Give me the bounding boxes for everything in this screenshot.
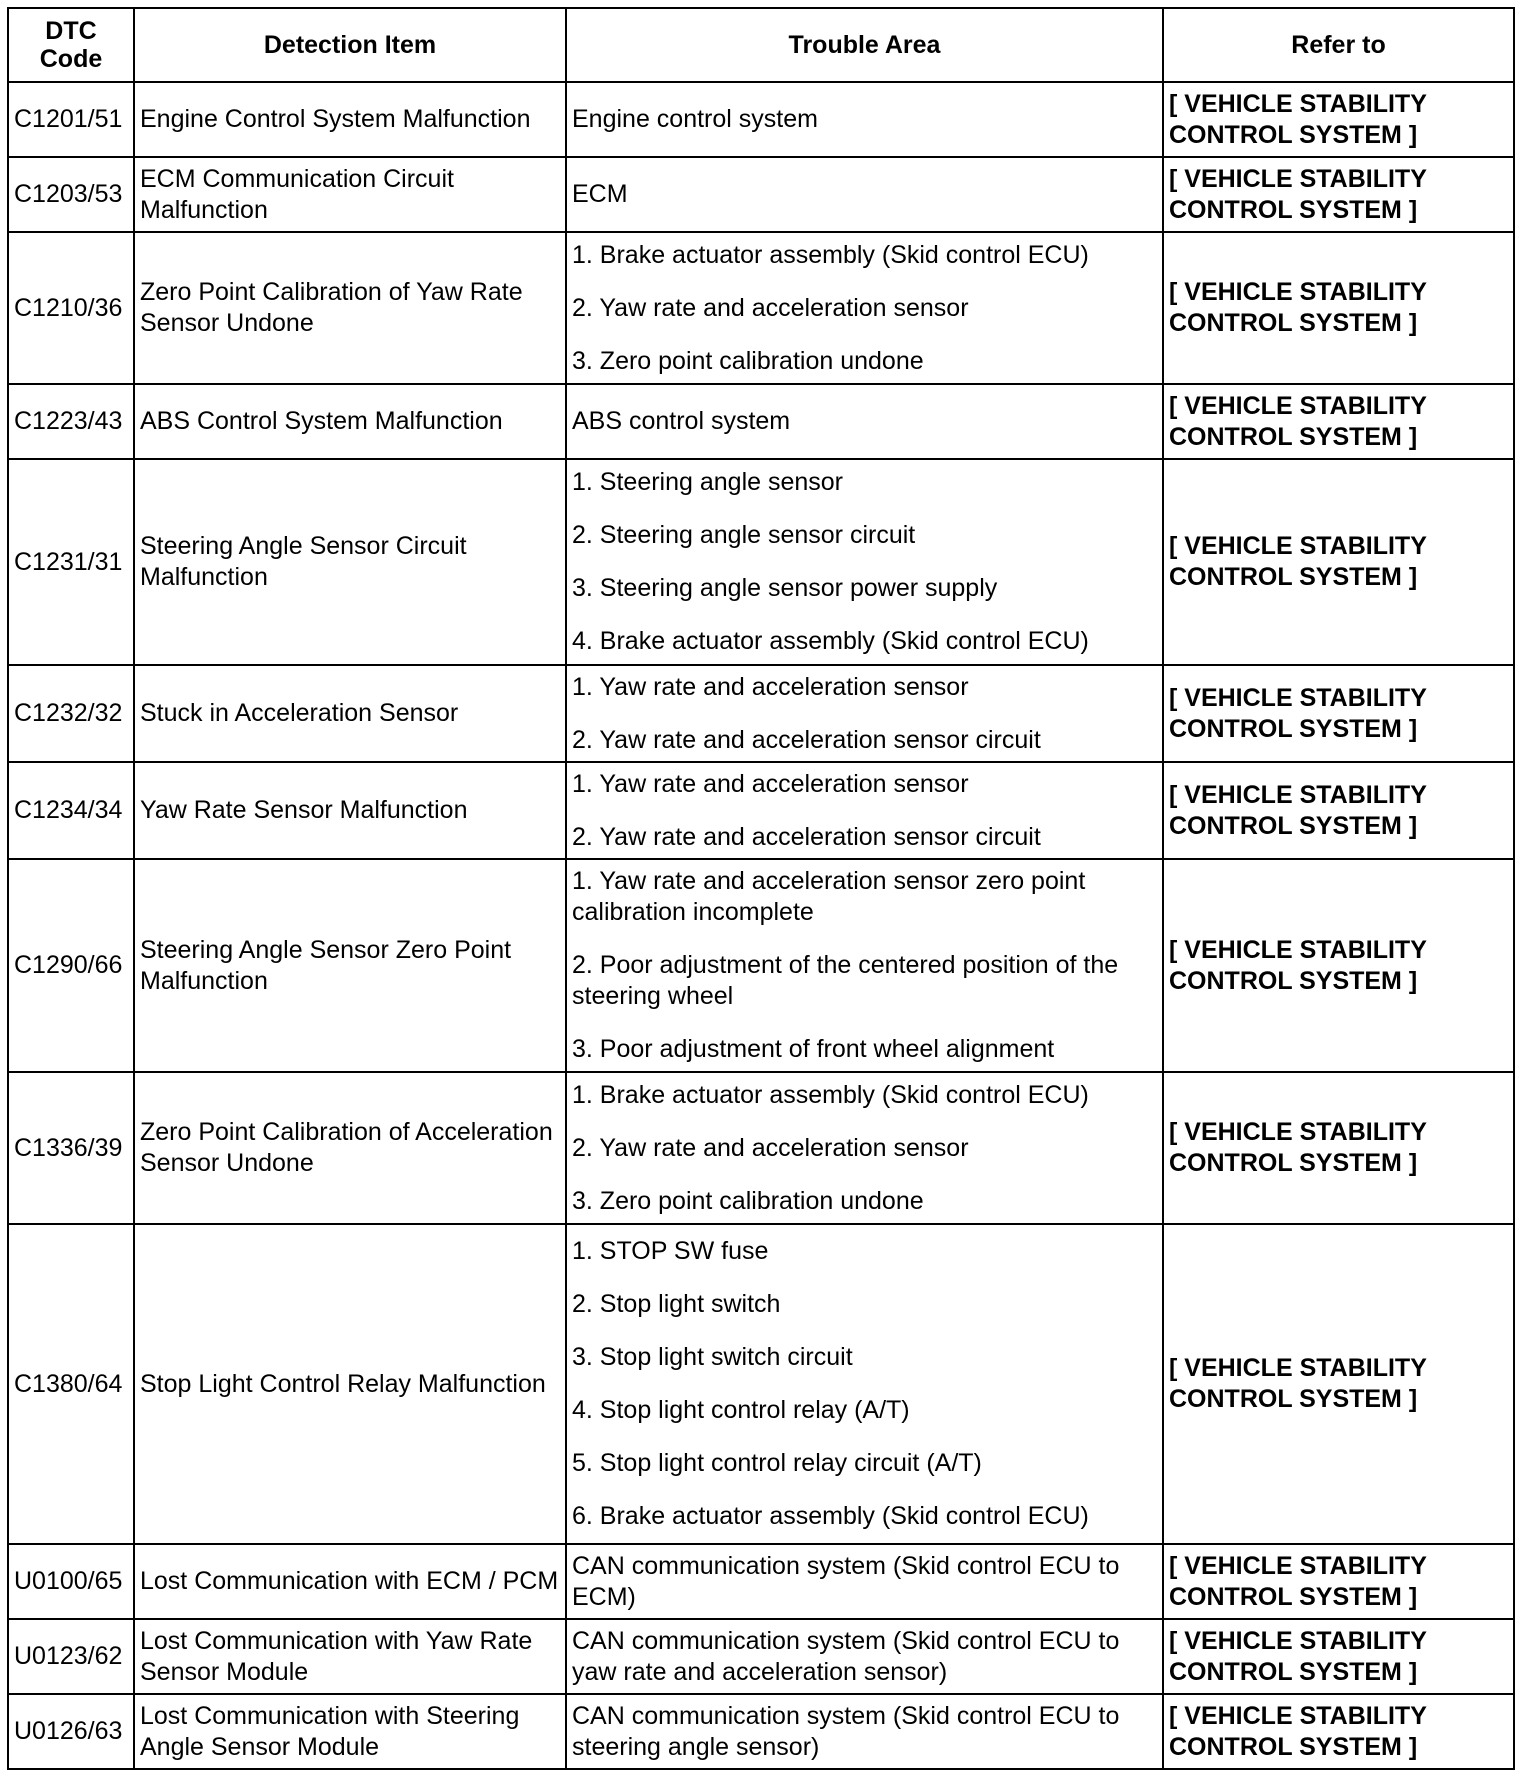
trouble-area-cell [566,157,1163,232]
header-row [8,8,1514,82]
trouble-area-item: 5. Stop light control relay circuit (A/T) [572,1449,982,1477]
trouble-area-cell [566,762,1163,859]
trouble-area-cell [566,1544,1163,1619]
detection-item-cell: ECM Communication Circuit Malfunction [134,157,566,232]
trouble-area-item: 2. Yaw rate and acceleration sensor [572,293,969,322]
table-row [8,1224,1514,1544]
table-row [8,1694,1514,1769]
trouble-area-list [572,1080,1157,1217]
header-refer-to: Refer to [1163,8,1514,82]
dtc-code-cell: U0126/63 [8,1694,134,1769]
trouble-area-list [572,1236,1157,1532]
detection-item-cell: ABS Control System Malfunction [134,384,566,459]
dtc-code-cell: C1290/66 [8,859,134,1072]
trouble-area-list [572,866,1157,1065]
detection-item-cell: Steering Angle Sensor Zero Point Malfunction [134,859,566,1072]
dtc-code-cell: C1203/53 [8,157,134,232]
trouble-area-list [572,1551,1157,1613]
trouble-area-cell [566,1619,1163,1694]
detection-item-cell: Lost Communication with Steering Angle Sensor Module [134,1694,566,1769]
dtc-table-container [7,7,1513,1761]
dtc-code-cell: C1210/36 [8,232,134,384]
trouble-area-item: 3. Zero point calibration undone [572,346,924,375]
trouble-area-item: 2. Yaw rate and acceleration sensor circuit [572,822,1041,851]
trouble-area-cell [566,459,1163,665]
trouble-area-item: CAN communication system (Skid control ECU to yaw rate and acceleration sensor) [572,1626,1120,1686]
trouble-area-cell [566,1072,1163,1224]
trouble-area-item: 1. Yaw rate and acceleration sensor [572,769,969,798]
detection-item-cell: Stop Light Control Relay Malfunction [134,1224,566,1544]
trouble-area-item: 3. Poor adjustment of front wheel alignment [572,1035,1055,1063]
dtc-code-cell: C1234/34 [8,762,134,859]
refer-to-cell: [ VEHICLE STABILITY CONTROL SYSTEM ] [1163,762,1514,859]
table-row [8,232,1514,384]
table-row [8,1544,1514,1619]
table-row [8,1072,1514,1224]
trouble-area-item: CAN communication system (Skid control ECU to steering angle sensor) [572,1701,1120,1761]
table-row [8,762,1514,859]
trouble-area-cell [566,384,1163,459]
trouble-area-list [572,769,1157,853]
trouble-area-cell [566,665,1163,762]
trouble-area-item: 1. Yaw rate and acceleration sensor [572,672,969,701]
trouble-area-item: 2. Steering angle sensor circuit [572,521,916,549]
dtc-code-cell: C1231/31 [8,459,134,665]
trouble-area-item: Engine control system [572,105,818,133]
trouble-area-cell [566,1224,1163,1544]
trouble-area-item: CAN communication system (Skid control ECU to ECM) [572,1551,1120,1611]
trouble-area-item: 4. Stop light control relay (A/T) [572,1396,910,1424]
trouble-area-item: 2. Stop light switch [572,1290,781,1318]
refer-to-cell: [ VEHICLE STABILITY CONTROL SYSTEM ] [1163,1544,1514,1619]
trouble-area-cell [566,82,1163,157]
table-row [8,157,1514,232]
table-row [8,665,1514,762]
trouble-area-cell [566,1694,1163,1769]
trouble-area-item: 3. Zero point calibration undone [572,1186,924,1215]
trouble-area-list [572,179,1157,210]
trouble-area-item: 1. STOP SW fuse [572,1237,769,1265]
trouble-area-cell [566,232,1163,384]
header-detection-item: Detection Item [134,8,566,82]
detection-item-cell: Zero Point Calibration of Yaw Rate Sensor Undone [134,232,566,384]
table-row [8,459,1514,665]
dtc-table [7,7,1515,1770]
trouble-area-item: 2. Poor adjustment of the centered position of the steering wheel [572,951,1119,1010]
table-row [8,82,1514,157]
trouble-area-item: 3. Stop light switch circuit [572,1343,853,1371]
dtc-code-cell: U0123/62 [8,1619,134,1694]
header-trouble-area: Trouble Area [566,8,1163,82]
header-dtc-code: DTC Code [8,8,134,82]
refer-to-cell: [ VEHICLE STABILITY CONTROL SYSTEM ] [1163,82,1514,157]
detection-item-cell: Stuck in Acceleration Sensor [134,665,566,762]
trouble-area-item: 2. Yaw rate and acceleration sensor circuit [572,725,1041,754]
table-row [8,1619,1514,1694]
dtc-code-cell: C1223/43 [8,384,134,459]
refer-to-cell: [ VEHICLE STABILITY CONTROL SYSTEM ] [1163,459,1514,665]
refer-to-cell: [ VEHICLE STABILITY CONTROL SYSTEM ] [1163,1224,1514,1544]
trouble-area-item: 1. Yaw rate and acceleration sensor zero point calibration incomplete [572,867,1086,926]
trouble-area-item: 1. Steering angle sensor [572,468,844,496]
trouble-area-list [572,672,1157,756]
detection-item-cell: Steering Angle Sensor Circuit Malfunction [134,459,566,665]
refer-to-cell: [ VEHICLE STABILITY CONTROL SYSTEM ] [1163,1072,1514,1224]
dtc-code-cell: C1201/51 [8,82,134,157]
detection-item-cell: Engine Control System Malfunction [134,82,566,157]
refer-to-cell: [ VEHICLE STABILITY CONTROL SYSTEM ] [1163,859,1514,1072]
dtc-code-cell: C1380/64 [8,1224,134,1544]
trouble-area-list [572,240,1157,377]
detection-item-cell: Lost Communication with Yaw Rate Sensor Module [134,1619,566,1694]
dtc-code-cell: C1336/39 [8,1072,134,1224]
trouble-area-list [572,104,1157,135]
detection-item-cell: Yaw Rate Sensor Malfunction [134,762,566,859]
trouble-area-item: 2. Yaw rate and acceleration sensor [572,1133,969,1162]
detection-item-cell: Lost Communication with ECM / PCM [134,1544,566,1619]
trouble-area-item: ABS control system [572,407,791,435]
trouble-area-cell [566,859,1163,1072]
refer-to-cell: [ VEHICLE STABILITY CONTROL SYSTEM ] [1163,157,1514,232]
refer-to-cell: [ VEHICLE STABILITY CONTROL SYSTEM ] [1163,1619,1514,1694]
refer-to-cell: [ VEHICLE STABILITY CONTROL SYSTEM ] [1163,1694,1514,1769]
trouble-area-item: 6. Brake actuator assembly (Skid control ECU) [572,1502,1089,1530]
trouble-area-item: 1. Brake actuator assembly (Skid control ECU) [572,1080,1089,1109]
trouble-area-list [572,467,1157,657]
table-body [8,82,1514,1769]
refer-to-cell: [ VEHICLE STABILITY CONTROL SYSTEM ] [1163,232,1514,384]
trouble-area-item: ECM [572,180,628,208]
table-row [8,859,1514,1072]
table-header [8,8,1514,82]
trouble-area-list [572,406,1157,437]
trouble-area-list [572,1626,1157,1688]
dtc-code-cell: U0100/65 [8,1544,134,1619]
trouble-area-item: 1. Brake actuator assembly (Skid control ECU) [572,240,1089,269]
trouble-area-list [572,1701,1157,1763]
trouble-area-item: 4. Brake actuator assembly (Skid control ECU) [572,627,1089,655]
trouble-area-item: 3. Steering angle sensor power supply [572,574,998,602]
dtc-code-cell: C1232/32 [8,665,134,762]
refer-to-cell: [ VEHICLE STABILITY CONTROL SYSTEM ] [1163,665,1514,762]
refer-to-cell: [ VEHICLE STABILITY CONTROL SYSTEM ] [1163,384,1514,459]
detection-item-cell: Zero Point Calibration of Acceleration Sensor Undone [134,1072,566,1224]
table-row [8,384,1514,459]
